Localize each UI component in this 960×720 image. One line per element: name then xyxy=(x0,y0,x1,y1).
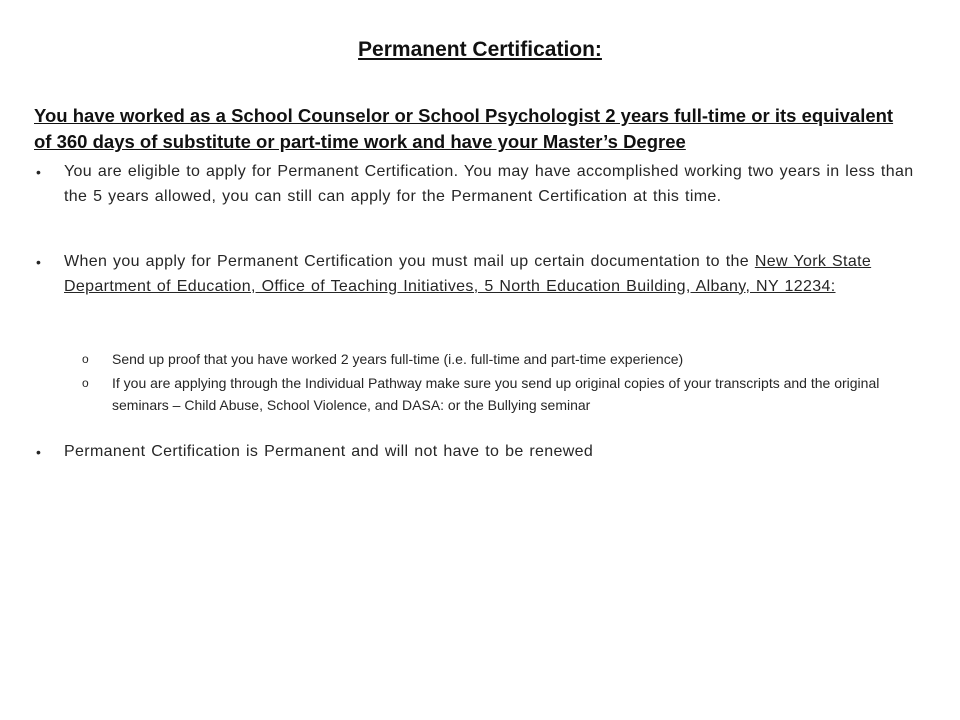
slide-subheading: You have worked as a School Counselor or School Psychologist 2 years full-time or its equivalent of 360 days of substitute or part-time work and have your Master’s Degree xyxy=(34,105,894,152)
sub-bullet-marker: o xyxy=(82,376,89,390)
bullet-text: Permanent Certification is Permanent and will not have to be renewed xyxy=(64,443,594,460)
bullet-marker: • xyxy=(36,444,42,460)
bullet-text-plain: When you apply for Permanent Certification you must mail up certain documentation to the xyxy=(64,253,755,270)
sub-item-text: Send up proof that you have worked 2 years full-time (i.e. full-time and part-time experience) xyxy=(112,351,684,367)
mailing-address: New York State Department of Education, Office of Teaching Initiatives, 5 North Education Building, Albany, NY 12234: xyxy=(64,253,872,295)
bullet-marker: • xyxy=(36,164,42,180)
sub-item-text: If you are applying through the Individual Pathway make sure you send up original copies of your transcripts and the original seminars – Child Abuse, School Violence, and DASA: or the Bullying seminar xyxy=(112,375,880,413)
sub-bullet-marker: o xyxy=(82,352,89,366)
bullet-text: You are eligible to apply for Permanent Certification. You may have accomplished working two years in less than the 5 years allowed, you can still can apply for the Permanent Certification at this time. xyxy=(64,163,914,205)
slide-title: Permanent Certification: xyxy=(358,38,602,61)
bullet-text xyxy=(64,250,919,299)
bullet-marker: • xyxy=(36,254,42,270)
